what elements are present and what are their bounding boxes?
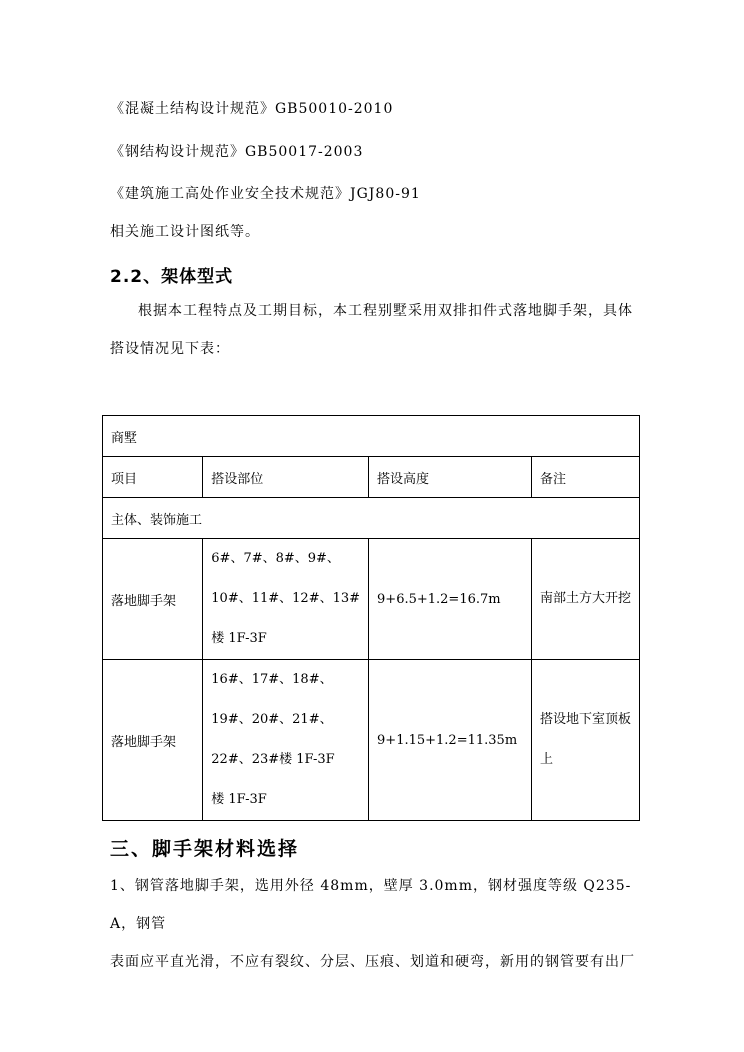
location-line: 楼 1F-3F (211, 792, 267, 807)
section-2-2-heading: 2.2、架体型式 (110, 267, 234, 287)
header-height: 搭设高度 (369, 457, 532, 498)
reference-safety-code: 《建筑施工高处作业安全技术规范》JGJ80-91 (110, 186, 421, 202)
reference-concrete-code: 《混凝土结构设计规范》GB50010-2010 (110, 101, 394, 117)
section-2-2-paragraph (110, 292, 635, 368)
header-note: 备注 (531, 457, 639, 498)
table-row (103, 660, 640, 821)
note-line: 南部土方大开挖 (539, 591, 631, 606)
location-line: 10#、11#、12#、13# (211, 591, 361, 606)
scaffold-table (102, 415, 640, 821)
row-height: 9+1.15+1.2=11.35m (369, 660, 532, 821)
row-note (531, 539, 639, 660)
note-line: 搭设地下室顶板 (539, 712, 631, 727)
table-group-label: 主体、装饰施工 (103, 498, 640, 539)
section-3-heading: 三、脚手架材料选择 (110, 838, 300, 860)
header-item: 项目 (103, 457, 203, 498)
paragraph-line: 1、钢管落地脚手架，选用外径 48mm，壁厚 3.0mm，钢材强度等级 Q235-A，钢管 (110, 878, 632, 932)
reference-drawings: 相关施工设计图纸等。 (110, 224, 260, 240)
location-line: 6#、7#、8#、9#、 (211, 551, 340, 566)
row-item: 落地脚手架 (103, 539, 203, 660)
location-line: 22#、23#楼 1F-3F (211, 752, 335, 767)
reference-steel-code: 《钢结构设计规范》GB50017-2003 (110, 144, 364, 160)
row-note (531, 660, 639, 821)
row-location (203, 539, 369, 660)
note-line: 上 (539, 752, 553, 767)
table-title: 商墅 (103, 416, 640, 457)
paragraph-line: 表面应平直光滑，不应有裂纹、分层、压痕、划道和硬弯，新用的钢管要有出厂 (110, 954, 635, 970)
row-height: 9+6.5+1.2=16.7m (369, 539, 532, 660)
paragraph-line: 根据本工程特点及工期目标，本工程别墅采用双排扣件式落地脚手架，具体 (138, 303, 633, 319)
location-line: 楼 1F-3F (211, 631, 267, 646)
section-3-paragraph (110, 867, 635, 981)
location-line: 16#、17#、18#、 (211, 672, 333, 687)
row-location (203, 660, 369, 821)
paragraph-line: 搭设情况见下表： (110, 341, 230, 357)
header-location: 搭设部位 (203, 457, 369, 498)
row-item: 落地脚手架 (103, 660, 203, 821)
table-row (103, 539, 640, 660)
location-line: 19#、20#、21#、 (211, 712, 333, 727)
